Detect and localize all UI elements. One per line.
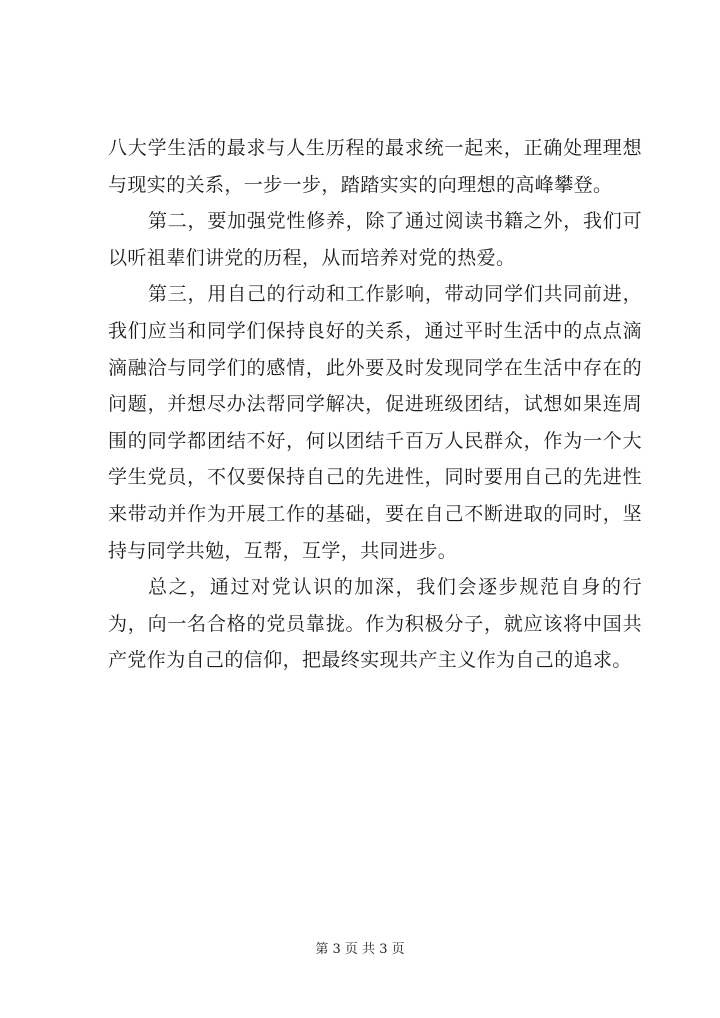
paragraph-third-point: 第三，用自己的行动和工作影响，带动同学们共同前进，我们应当和同学们保持良好的关系，通过平时生活中的点点滴滴融洽与同学们的感情，此外要及时发现同学在生活中存在的问题，并想尽办法帮同学解决，促进班级团结，试想如果连周围的同学都团结不好，何以团结千百万人民群众，作为一个大学生党员，不仅要保持自己的先进性，同时要用自己的先进性来带动并作为开展工作的基础，要在自己不断进取的同时，坚持与同学共勉，互帮，互学，共同进步。: [108, 283, 642, 562]
paragraph-continuation: 八大学生活的最求与人生历程的最求统一起来，正确处理理想与现实的关系，一步一步，踏踏实实的向理想的高峰攀登。: [108, 137, 642, 196]
paragraph-conclusion: 总之，通过对党认识的加深，我们会逐步规范自身的行为，向一名合格的党员靠拢。作为积极分子，就应该将中国共产党作为自己的信仰，把最终实现共产主义作为自己的追求。: [108, 576, 642, 672]
paragraph-second-point: 第二，要加强党性修养，除了通过阅读书籍之外，我们可以听祖辈们讲党的历程，从而培养对党的热爱。: [108, 210, 642, 269]
page-footer: 第 3 页 共 3 页: [315, 942, 405, 957]
document-body: [108, 130, 642, 679]
